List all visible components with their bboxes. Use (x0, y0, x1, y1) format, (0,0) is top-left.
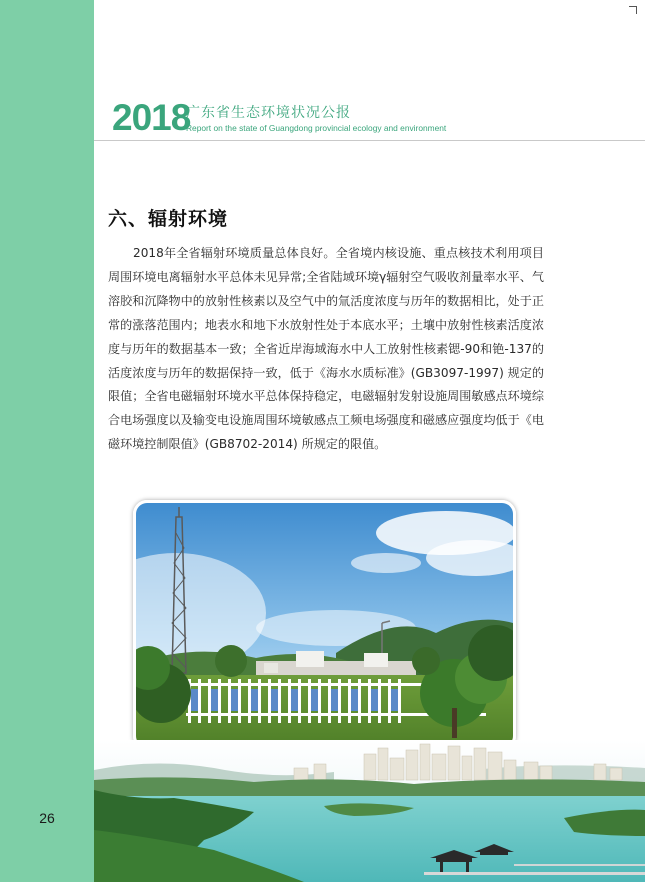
side-color-band (0, 0, 94, 882)
section-title: 六、辐射环境 (108, 208, 229, 230)
section-body: 2018年全省辐射环境质量总体良好。全省境内核设施、重点核技术利用项目周围环境电离辐射水平总体未见异常;全省陆域环境γ辐射空气吸收剂量率水平、气溶胶和沉降物中的放射性核素以及空气中的氚活度浓度与历年的数据相比，处于正常的涨落范围内；地表水和地下水放射性处于本底水平；土壤中放射性核素活度浓度与历年的数据基本一致；全省近岸海域海水中人工放射性核素锶-90和铯-137的活度浓度与历年的数据保持一致，低于《海水水质标准》(GB3097-1997) 规定的限值；全省电磁辐射环境水平总体保持稳定，电磁辐射发射设施周围敏感点环境综合电场强度以及输变电设施周围环境敏感点工频电场强度和磁感应强度均低于《电磁环境控制限值》(GB8702-2014) 所规定的限值。 (108, 246, 544, 452)
report-year: 2018 (112, 97, 191, 138)
header-divider (94, 140, 645, 141)
monitoring-station-photo (133, 500, 516, 750)
report-header (112, 96, 632, 140)
report-title-en: Report on the state of Guangdong provincial ecology and environment (186, 123, 447, 133)
report-title-cn: 广东省生态环境状况公报 (186, 105, 351, 121)
crop-mark (629, 6, 637, 14)
page-number: 26 (39, 810, 55, 826)
lake-landscape-image (94, 740, 645, 882)
